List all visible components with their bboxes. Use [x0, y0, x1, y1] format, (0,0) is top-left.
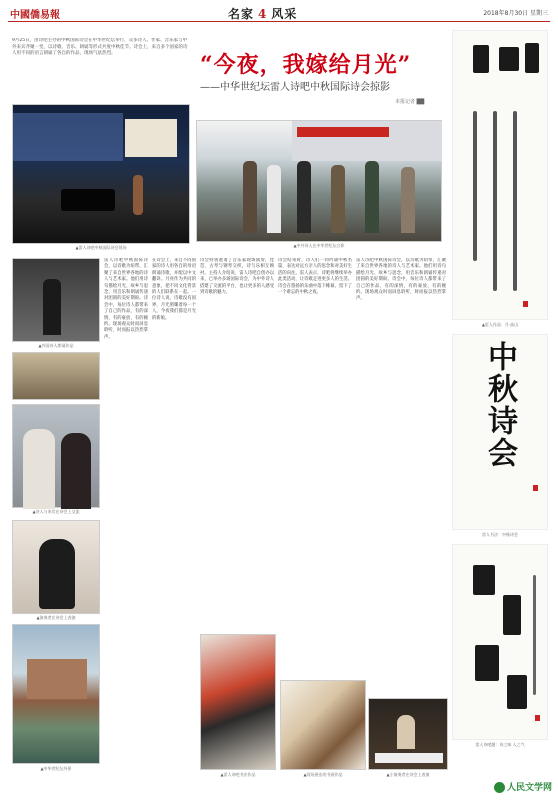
section-name: 风采	[271, 7, 298, 21]
caption-7: ▲雷人诗吧书法作品	[220, 772, 256, 777]
caption-6: ▲中华世纪坛外景	[40, 766, 72, 771]
article-column-3: 诗会特别邀请了音乐家现场演奏，琵琶、古琴与钢琴交织，诗与乐相互映衬。主持人介绍说，雷人诗吧自创办以来，已举办多场国际诗会，为中外诗人搭建了交流的平台，也让更多的人感受到诗歌的魅力。	[200, 258, 274, 296]
caption-4: ▲诗人与来宾在诗会上交流	[32, 509, 80, 514]
calligraphy-bottom	[452, 544, 548, 740]
red-banner	[297, 127, 389, 137]
watermark-logo-icon	[494, 782, 505, 793]
caption-11: 雷人书法：中秋诗会	[482, 532, 518, 537]
person-6	[401, 167, 415, 233]
brush-stroke	[507, 675, 527, 709]
section-header	[228, 5, 297, 22]
couple-photo	[12, 404, 100, 508]
building-photo	[12, 624, 100, 764]
newspaper-logo: 中國僑易報	[10, 10, 60, 21]
piano-shape	[61, 189, 115, 211]
reader-figure	[43, 279, 61, 335]
brush-stroke	[513, 111, 517, 291]
brush-stroke	[473, 111, 477, 261]
poetry-reading-photo	[12, 258, 100, 342]
performer-figure	[133, 175, 143, 215]
man-figure	[23, 429, 55, 509]
caption-10: ▲小演奏者在诗会上表演	[386, 772, 430, 777]
caption-1: ▲雷人诗吧中秋国际诗会现场	[75, 245, 127, 250]
brush-stroke	[525, 43, 539, 73]
caption-3: ▲外国诗人朗诵作品	[38, 343, 74, 348]
brush-stroke	[499, 47, 519, 71]
stage-photo	[12, 104, 190, 244]
red-seal	[535, 715, 540, 721]
stage-screen	[125, 119, 177, 157]
article-column-2: 在诗会上，来自不同国家的诗人用各自的母语朗诵诗歌，并配以中文翻译。月亮作为共同的意象，把不同文化背景的人们联系在一起。一位诗人说，诗歌没有国界，月光照耀着每一个人，今夜我们都是月光的新娘。	[152, 258, 196, 321]
brush-stroke	[533, 575, 536, 695]
intro-paragraph: 9月25日，由诗吧主办的中秋国际诗会在中华世纪坛举行，众多诗人、作家、音乐家与中外来宾齐聚一堂，以诗歌、音乐、朗诵等形式共度中秋佳节。诗会上，来自多个国家的诗人用不同的语言朗诵了各自的作品，现场气氛热烈。	[12, 38, 188, 57]
section-prefix: 名家	[228, 7, 255, 21]
stage-banner	[13, 113, 123, 161]
red-seal	[533, 485, 538, 491]
brush-stroke	[503, 595, 521, 635]
red-seal	[523, 301, 528, 307]
woman-figure	[61, 433, 91, 509]
page-number: 4	[258, 7, 268, 21]
artwork-photo	[200, 634, 276, 770]
calligraphy-title: 中秋诗会	[482, 341, 517, 469]
calligraphy-mid	[452, 334, 548, 530]
child-pianist-photo	[368, 698, 448, 770]
person-4	[331, 165, 345, 233]
watermark	[494, 780, 552, 793]
watermark-text: 人民文学网	[506, 783, 552, 793]
person-5	[365, 161, 379, 233]
caption-8: ▲现场展出的书画作品	[303, 772, 343, 777]
article-column-4: 诗会结束时，诗人们一同吟诵中秋名篇，表达对远方亲人的思念和对美好生活的向往。雷人表示，诗吧将继续举办此类活动，让诗歌走进更多人的生活。诗会在悠扬的乐曲中落下帷幕，留下了一个难忘的中秋之夜。	[278, 258, 352, 296]
issue-date: 2018年8月30日 星期三	[483, 10, 548, 17]
child-figure	[397, 715, 415, 749]
group-photo	[196, 120, 442, 242]
article-column-5: 雷人诗吧中秋国际诗会，以诗歌为纽带，汇聚了来自世界各地的诗人与艺术家。他们用诗句描绘月光、故乡与思念，用音乐和朗诵传递对团圆的美好期盼。诗会中，每位诗人都带来了自己的作品，有的深情，有的豪放，有的婉约。现场观众时而屏息聆听，时而报以热烈掌声。	[356, 258, 446, 302]
person-2	[267, 165, 281, 233]
piano-keys	[375, 753, 443, 763]
caption-2: ▲中外诗人在中华世纪坛合影	[293, 243, 345, 248]
brush-stroke	[473, 45, 489, 73]
caption-5: ▲演奏者在诗会上表演	[36, 615, 76, 620]
masthead	[8, 4, 550, 22]
caption-12: 雷人诗吧题：诗之味 人之气	[475, 742, 525, 747]
caption-9: ▲雷人作品：月·高山	[481, 322, 519, 327]
calligraphy-top	[452, 30, 548, 320]
brush-stroke	[493, 111, 497, 291]
musician-figure	[39, 539, 75, 609]
headline-title: “今夜，我嫁给月光”	[200, 52, 412, 78]
villa-shape	[27, 659, 87, 699]
musician-photo	[12, 520, 100, 614]
brush-stroke	[473, 565, 495, 595]
person-3	[297, 161, 311, 233]
article-column-1: 雷人诗吧中秋国际诗会，以诗歌为纽带，汇聚了来自世界各地的诗人与艺术家。他们用诗句描绘月光、故乡与思念，用音乐和朗诵传递对团圆的美好期盼。诗会中，每位诗人都带来了自己的作品，有的深情，有的豪放，有的婉约。现场观众时而屏息聆听，时而报以热烈掌声。	[104, 258, 148, 340]
brush-stroke	[475, 645, 499, 681]
audience-photo	[12, 352, 100, 400]
byline: 本报记者 ██	[395, 99, 425, 105]
person-1	[243, 161, 257, 233]
headline-subtitle: ——中华世纪坛雷人诗吧中秋国际诗会掠影	[200, 82, 390, 93]
painting-photo	[280, 680, 366, 770]
